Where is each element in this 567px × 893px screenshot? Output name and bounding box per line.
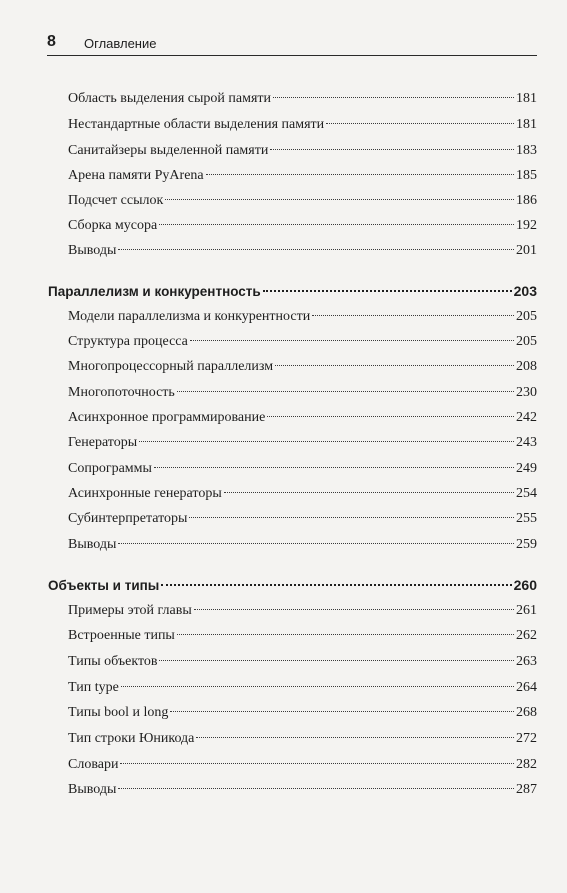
dot-leader — [273, 97, 514, 98]
entry-title: Подсчет ссылок — [68, 193, 164, 208]
toc-entry — [68, 142, 537, 160]
toc-entry — [68, 409, 537, 427]
entry-title: Встроенные типы — [68, 628, 175, 643]
entry-title: Типы объектов — [68, 654, 158, 669]
dot-leader — [118, 249, 514, 250]
entry-title: Выводы — [68, 243, 117, 258]
dot-leader — [177, 391, 514, 392]
dot-leader — [190, 340, 514, 341]
toc-entry — [68, 602, 537, 620]
entry-title: Примеры этой главы — [68, 603, 192, 618]
toc-entry — [68, 485, 537, 503]
entry-title: Субинтерпретаторы — [68, 511, 188, 526]
page-ref: 263 — [516, 654, 537, 669]
toc-entry — [68, 756, 537, 774]
toc-entry — [68, 384, 537, 402]
entry-title: Асинхронное программирование — [68, 410, 266, 425]
dot-leader — [189, 517, 514, 518]
toc-entry — [68, 627, 537, 645]
page-ref: 242 — [516, 410, 537, 425]
entry-title: Тип строки Юникода — [68, 731, 195, 746]
entry-title: Генераторы — [68, 435, 138, 450]
entry-title: Структура процесса — [68, 334, 188, 349]
dot-leader — [177, 634, 514, 635]
page-ref: 260 — [513, 577, 537, 593]
entry-title: Арена памяти PyArena — [68, 168, 204, 183]
toc-entry — [68, 217, 537, 235]
dot-leader — [194, 609, 514, 610]
page-ref: 287 — [516, 782, 537, 797]
dot-leader — [196, 737, 514, 738]
toc-entry — [68, 116, 537, 134]
dot-leader — [118, 543, 514, 544]
dot-leader — [275, 365, 514, 366]
dot-leader — [224, 492, 514, 493]
toc-entry — [68, 536, 537, 554]
entry-title: Область выделения сырой памяти — [68, 91, 272, 106]
entry-title: Санитайзеры выделенной памяти — [68, 143, 269, 158]
entry-title: Модели параллелизма и конкурентности — [68, 309, 311, 324]
entry-title: Нестандартные области выделения памяти — [68, 117, 325, 132]
toc-entry — [68, 434, 537, 452]
page-ref: 230 — [516, 385, 537, 400]
page-ref: 203 — [513, 283, 537, 299]
entry-title: Выводы — [68, 537, 117, 552]
dot-leader — [263, 290, 512, 292]
dot-leader — [267, 416, 514, 417]
chapter-title: Объекты и типы — [48, 578, 160, 593]
page-ref: 205 — [516, 309, 537, 324]
toc-entry — [68, 192, 537, 210]
page-ref: 243 — [516, 435, 537, 450]
dot-leader — [270, 149, 514, 150]
toc-chapter-entry — [48, 576, 537, 595]
toc-entry — [68, 358, 537, 376]
page-ref: 185 — [516, 168, 537, 183]
page-ref: 186 — [516, 193, 537, 208]
entry-title: Типы bool и long — [68, 705, 169, 720]
dot-leader — [154, 467, 514, 468]
toc-entry — [68, 167, 537, 185]
dot-leader — [120, 763, 514, 764]
dot-leader — [159, 660, 514, 661]
page-ref: 254 — [516, 486, 537, 501]
toc-entry — [68, 333, 537, 351]
toc-entry — [68, 308, 537, 326]
toc-entry — [68, 460, 537, 478]
page-ref: 181 — [516, 117, 537, 132]
toc-entry — [68, 90, 537, 108]
toc-entry — [68, 679, 537, 697]
dot-leader — [206, 174, 514, 175]
toc-entry — [68, 242, 537, 260]
page-ref: 201 — [516, 243, 537, 258]
page-ref: 259 — [516, 537, 537, 552]
dot-leader — [121, 686, 514, 687]
entry-title: Тип type — [68, 680, 119, 695]
page-ref: 264 — [516, 680, 537, 695]
page-ref: 183 — [516, 143, 537, 158]
chapter-title: Параллелизм и конкурентность — [48, 284, 261, 299]
page-ref: 261 — [516, 603, 537, 618]
dot-leader — [161, 584, 511, 586]
dot-leader — [312, 315, 514, 316]
page-ref: 255 — [516, 511, 537, 526]
page-ref: 181 — [516, 91, 537, 106]
toc-entry — [68, 704, 537, 722]
dot-leader — [159, 224, 514, 225]
page-header — [47, 33, 537, 56]
toc-entry — [68, 653, 537, 671]
entry-title: Асинхронные генераторы — [68, 486, 222, 501]
page-ref: 272 — [516, 731, 537, 746]
dot-leader — [139, 441, 514, 442]
page-ref: 268 — [516, 705, 537, 720]
toc-entry — [68, 730, 537, 748]
dot-leader — [165, 199, 514, 200]
dot-leader — [118, 788, 514, 789]
toc-entry — [68, 510, 537, 528]
page-ref: 192 — [516, 218, 537, 233]
dot-leader — [170, 711, 514, 712]
entry-title: Многопоточность — [68, 385, 175, 400]
toc-chapter-entry — [48, 282, 537, 301]
entry-title: Многопроцессорный параллелизм — [68, 359, 274, 374]
page-ref: 262 — [516, 628, 537, 643]
entry-title: Словари — [68, 757, 119, 772]
entry-title: Сопрограммы — [68, 461, 152, 476]
page-ref: 205 — [516, 334, 537, 349]
running-title: Оглавление — [84, 36, 157, 51]
page-ref: 208 — [516, 359, 537, 374]
entry-title: Выводы — [68, 782, 117, 797]
dot-leader — [326, 123, 514, 124]
page-number: 8 — [47, 33, 56, 50]
page-ref: 249 — [516, 461, 537, 476]
toc-entry — [68, 781, 537, 799]
page-ref: 282 — [516, 757, 537, 772]
entry-title: Сборка мусора — [68, 218, 158, 233]
